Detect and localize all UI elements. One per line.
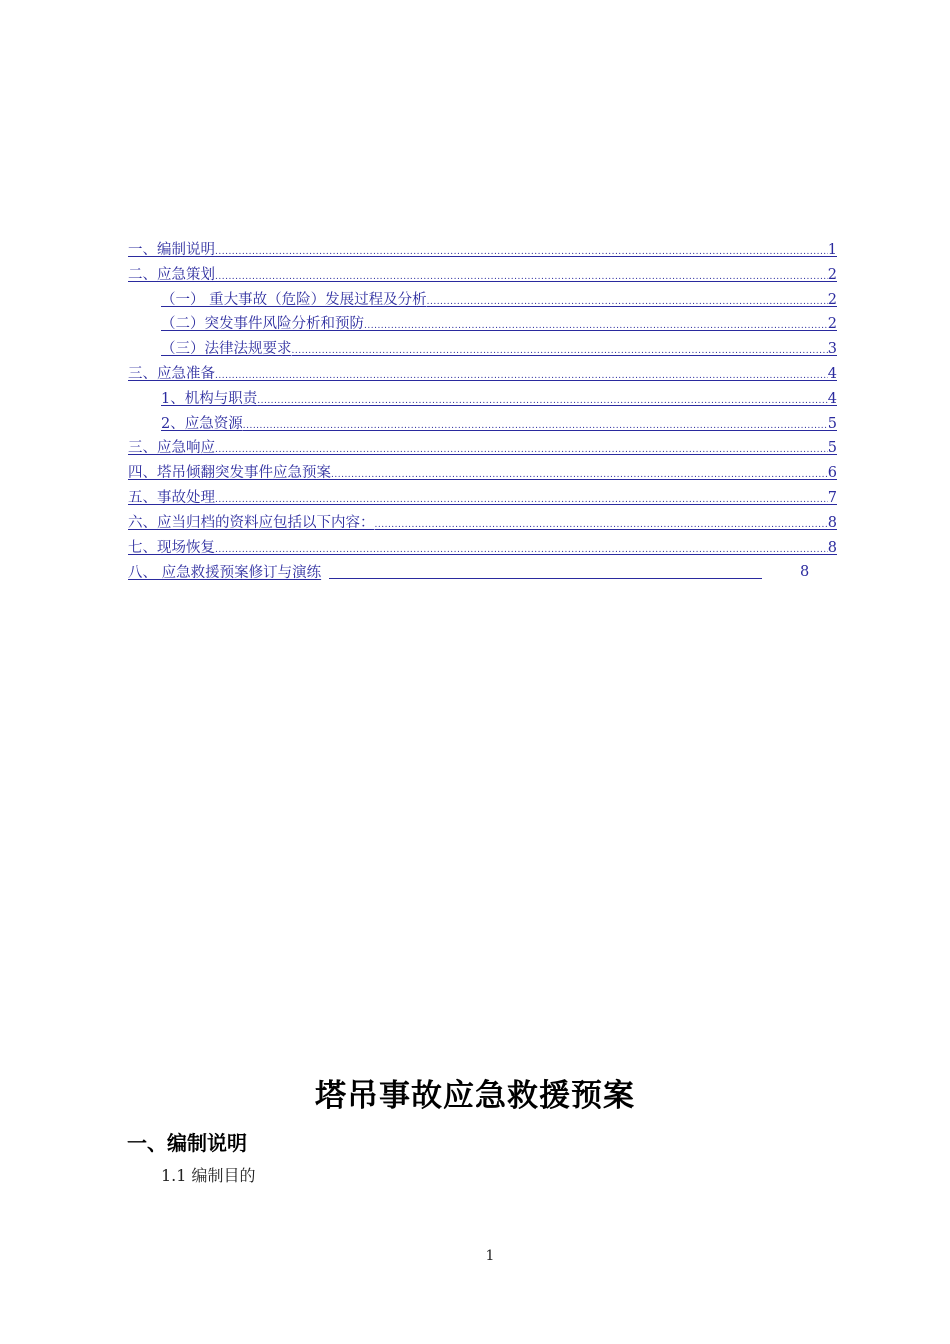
toc-entry[interactable] bbox=[128, 312, 837, 337]
toc-entry-page: 6 bbox=[827, 465, 837, 482]
toc-entry-title: （二）突发事件风险分析和预防 bbox=[161, 316, 364, 333]
toc-entry[interactable] bbox=[128, 263, 837, 288]
toc-entry-page: 2 bbox=[827, 316, 837, 333]
toc-entry[interactable] bbox=[128, 436, 837, 461]
section-heading: 一、编制说明 bbox=[127, 1131, 247, 1155]
toc-dot-leader bbox=[215, 240, 828, 265]
toc-dot-leader bbox=[292, 339, 828, 364]
toc-entry[interactable] bbox=[128, 337, 837, 362]
toc-entry[interactable] bbox=[128, 288, 837, 313]
toc-dot-leader bbox=[215, 538, 828, 563]
toc-entry-title: 1、机构与职责 bbox=[161, 390, 258, 407]
toc-entry-page: 7 bbox=[827, 489, 837, 506]
toc-entry-page: 8 bbox=[827, 514, 837, 531]
toc-entry-title: 三、应急准备 bbox=[128, 365, 215, 382]
toc-entry-page: 2 bbox=[827, 266, 837, 283]
toc-dot-leader bbox=[215, 265, 828, 290]
toc-entry-page: 8 bbox=[800, 564, 810, 581]
toc-entry-page: 4 bbox=[827, 365, 837, 382]
toc-dot-leader bbox=[243, 414, 828, 439]
toc-dot-leader bbox=[215, 438, 828, 463]
toc-entry-title: （一） 重大事故（危险）发展过程及分析 bbox=[161, 291, 427, 308]
toc-dot-leader bbox=[215, 364, 828, 389]
toc-entry[interactable] bbox=[128, 387, 837, 412]
toc-entry-title: 五、事故处理 bbox=[128, 489, 215, 506]
toc-entry-title: 八、 应急救援预案修订与演练 bbox=[128, 565, 322, 582]
toc-entry[interactable] bbox=[128, 560, 837, 585]
toc-entry-title: 三、应急响应 bbox=[128, 440, 215, 457]
toc-underline-leader bbox=[329, 562, 762, 579]
toc-entry-page: 4 bbox=[827, 390, 837, 407]
toc-entry-page: 1 bbox=[827, 242, 837, 258]
toc-dot-leader bbox=[364, 314, 828, 339]
toc-entry[interactable] bbox=[128, 362, 837, 387]
toc-entry-title: （三）法律法规要求 bbox=[161, 341, 292, 358]
document-title: 塔吊事故应急救援预案 bbox=[315, 1078, 635, 1114]
toc-dot-leader bbox=[375, 513, 828, 538]
toc-entry[interactable] bbox=[128, 412, 837, 437]
toc-entry[interactable] bbox=[128, 511, 837, 536]
toc-dot-leader bbox=[215, 488, 828, 513]
toc-entry-page: 2 bbox=[827, 291, 837, 308]
toc-entry-title: 六、应当归档的资料应包括以下内容： bbox=[128, 514, 375, 531]
toc-entry-title: 四、塔吊倾翻突发事件应急预案 bbox=[128, 465, 331, 482]
toc-entry-title: 一、编制说明 bbox=[128, 242, 215, 258]
toc-entry[interactable] bbox=[128, 536, 837, 561]
toc-entry-title: 2、应急资源 bbox=[161, 415, 243, 432]
toc-entry[interactable] bbox=[128, 461, 837, 486]
toc-entry-title: 七、现场恢复 bbox=[128, 539, 215, 556]
toc-dot-leader bbox=[427, 290, 828, 315]
toc-entry-title: 二、应急策划 bbox=[128, 266, 215, 283]
toc-entry-page: 5 bbox=[827, 415, 837, 432]
toc-entry-page: 5 bbox=[827, 440, 837, 457]
sub-heading: 1.1 编制目的 bbox=[161, 1166, 256, 1185]
toc-entry-page: 3 bbox=[827, 341, 837, 358]
table-of-contents bbox=[128, 238, 837, 585]
toc-entry[interactable] bbox=[128, 486, 837, 511]
toc-entry-page: 8 bbox=[827, 539, 837, 556]
toc-dot-leader bbox=[257, 389, 828, 414]
page-number: 1 bbox=[485, 1248, 495, 1264]
toc-dot-leader bbox=[331, 463, 828, 488]
toc-entry[interactable] bbox=[128, 238, 837, 263]
